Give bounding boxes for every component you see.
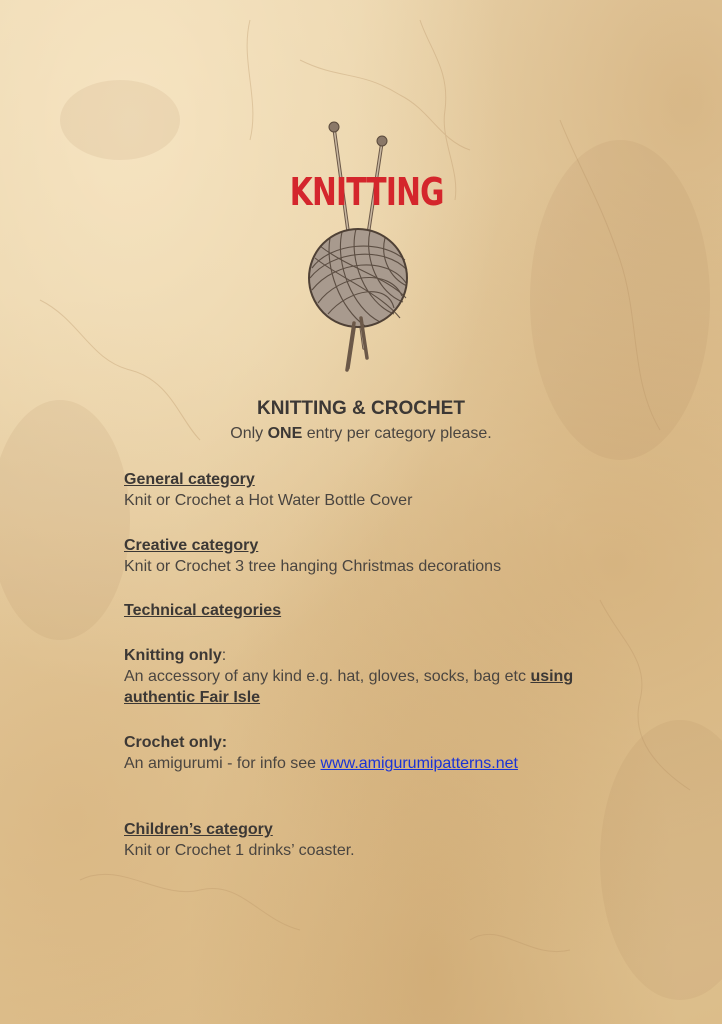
technical-categories bbox=[124, 600, 281, 621]
knitting-only-title: Knitting only bbox=[124, 647, 222, 664]
children-category-description: Knit or Crochet 1 drinks’ coaster. bbox=[124, 842, 355, 859]
creative-category-description: Knit or Crochet 3 tree hanging Christmas decorations bbox=[124, 558, 502, 575]
amigurumi-link[interactable]: www.amigurumipatterns.net bbox=[320, 755, 518, 772]
children-category-title: Children’s category bbox=[124, 821, 273, 838]
knitting-only-emphasis-1: using bbox=[530, 668, 574, 685]
yarn-ball-with-needles-icon bbox=[270, 118, 450, 380]
technical-categories-title: Technical categories bbox=[124, 602, 282, 619]
entry-note-before: Only bbox=[230, 425, 268, 442]
knitting-only-emphasis-2: authentic Fair Isle bbox=[124, 689, 261, 706]
page-title: KNITTING & CROCHET bbox=[257, 398, 465, 419]
general-category bbox=[124, 469, 412, 511]
crochet-only-title: Crochet only: bbox=[124, 734, 228, 751]
entry-note-after: entry per category please. bbox=[302, 425, 492, 442]
creative-category bbox=[124, 535, 501, 577]
creative-category-title: Creative category bbox=[124, 537, 259, 554]
logo-title: KNITTING bbox=[289, 170, 444, 214]
entry-note bbox=[0, 425, 722, 443]
general-category-title: General category bbox=[124, 471, 255, 488]
knitting-only-description: An accessory of any kind e.g. hat, gloves, socks, bag etc bbox=[124, 668, 531, 685]
knitting-only-colon: : bbox=[221, 647, 227, 664]
knitting-only-section bbox=[124, 645, 573, 708]
entry-note-emphasis: ONE bbox=[267, 425, 303, 442]
general-category-description: Knit or Crochet a Hot Water Bottle Cover bbox=[124, 492, 413, 509]
children-category bbox=[124, 819, 355, 861]
knitting-logo bbox=[270, 118, 450, 380]
crochet-only-section bbox=[124, 732, 518, 774]
crochet-only-description: An amigurumi - for info see bbox=[124, 755, 321, 772]
